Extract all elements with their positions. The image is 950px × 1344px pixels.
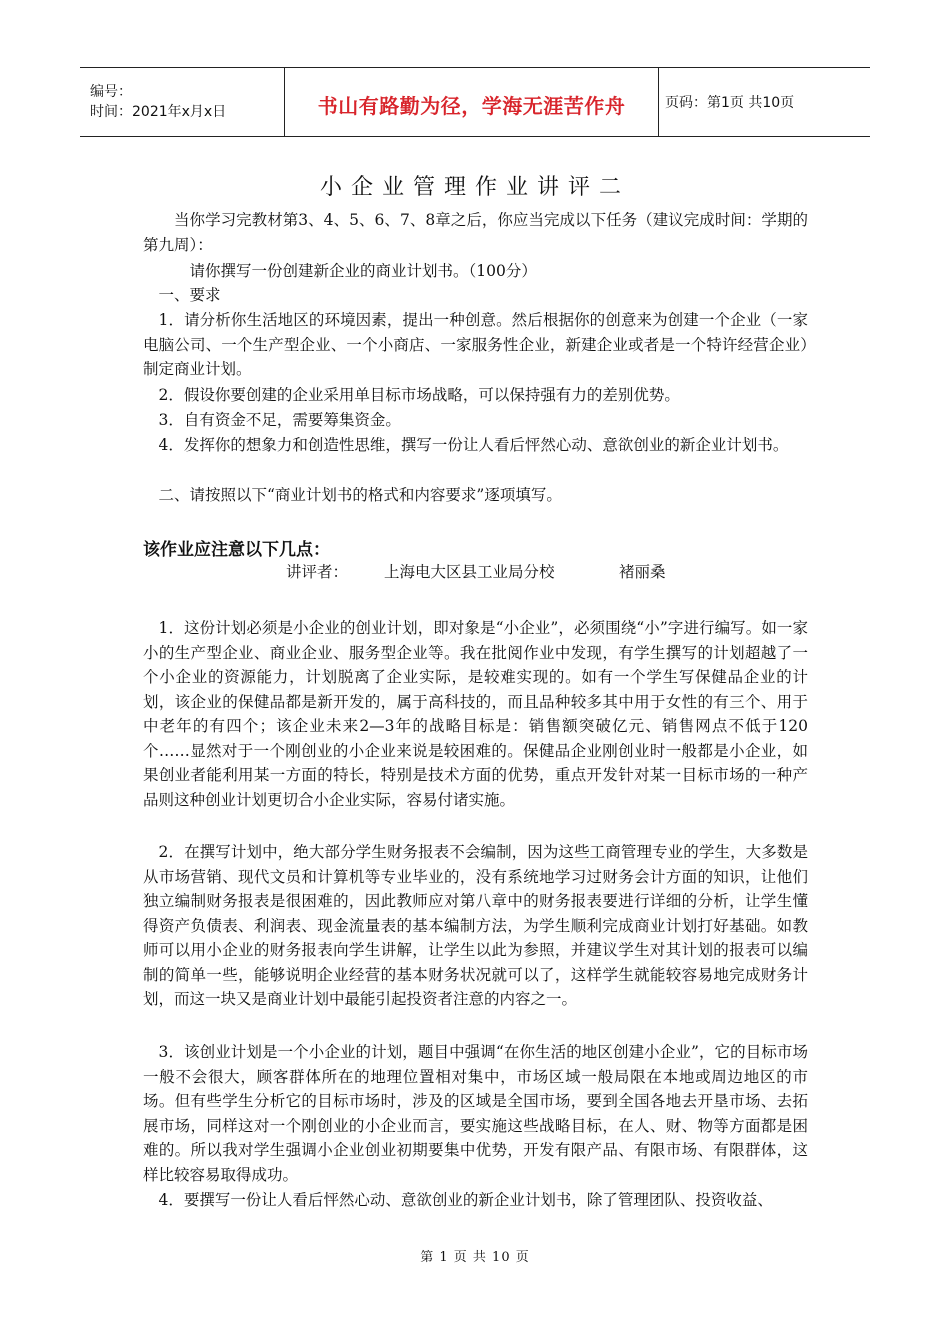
task-line: 请你撰写一份创建新企业的商业计划书。（100分） bbox=[189, 262, 537, 280]
page-info: 页码：第1页 共10页 bbox=[665, 95, 795, 111]
requirement-1: 1．请分析你生活地区的环境因素，提出一种创意。然后根据你的创意来为创建一个企业（一家电脑公司、一个生产型企业、一个小商店、一家服务性企业，新建企业或者是一个特许经营企业）制定商业计划。 bbox=[143, 311, 808, 378]
requirement-2: 2．假设你要创建的企业采用单目标市场战略，可以保持强有力的差别优势。 bbox=[158, 386, 680, 404]
header-slogan-cell bbox=[284, 68, 659, 136]
code-label: 编号： bbox=[90, 84, 132, 100]
note-1: 1．这份计划必须是小企业的创业计划，即对象是“小企业”，必须围绕“小”字进行编写。如一家小的生产型企业、商业企业、服务型企业等。我在批阅作业中发现，有学生撰写的计划超越了一个小企业的资源能力，计划脱离了企业实际，是较难实现的。如有一个学生写保健品企业的计划，该企业的保健品都是新开发的，属于高科技的，而且品种较多其中用于女性的有三个、用于中老年的有四个；该企业未来2—3年的战略目标是：销售额突破亿元、销售网点不低于120个……显然对于一个刚创业的小企业来说是较困难的。保健品企业刚创业时一般都是小企业，如果创业者能利用某一方面的特长，特别是技术方面的优势，重点开发针对某一目标市场的一种产品则这种创业计划更切合小企业实际，容易付诸实施。 bbox=[143, 619, 808, 809]
note-3: 3．该创业计划是一个小企业的计划，题目中强调“在你生活的地区创建小企业”，它的目标市场一般不会很大，顾客群体所在的地理位置相对集中，市场区域一般局限在本地或周边地区的市场。但有些学生分析它的目标市场时，涉及的区域是全国市场，要到全国各地去开垦市场、去拓展市场，同样这对一个刚创业的小企业而言，要实施这些战略目标，在人、财、物等方面都是困难的。所以我对学生强调小企业创业初期要集中优势，开发有限产品、有限市场、有限群体，这样比较容易取得成功。 bbox=[143, 1043, 808, 1184]
notes-heading: 该作业应注意以下几点： bbox=[143, 540, 330, 560]
note-4: 4．要撰写一份让人看后怦然心动、意欲创业的新企业计划书，除了管理团队、投资收益、 bbox=[158, 1191, 773, 1209]
requirement-4: 4．发挥你的想象力和创造性思维，撰写一份让人看后怦然心动、意欲创业的新企业计划书。 bbox=[158, 436, 789, 454]
reviewer-name: 褚丽桑 bbox=[619, 563, 666, 581]
reviewer-label: 讲评者： bbox=[286, 563, 349, 581]
header-table bbox=[80, 67, 870, 137]
page-footer: 第 1 页 共 10 页 bbox=[420, 1250, 530, 1265]
reviewer-line bbox=[286, 560, 666, 582]
note-2: 2．在撰写计划中，绝大部分学生财务报表不会编制，因为这些工商管理专业的学生，大多数是从市场营销、现代文员和计算机等专业毕业的，没有系统地学习过财务会计方面的知识，让他们独立编制财务报表是很困难的，因此教师应对第八章中的财务报表要进行详细的分析，让学生懂得资产负债表、利润表、现金流量表的基本编制方法，为学生顺利完成商业计划打好基础。如教师可以用小企业的财务报表向学生讲解，让学生以此为参照，并建议学生对其计划的报表可以编制的简单一些，能够说明企业经营的基本财务状况就可以了，这样学生就能较容易地完成财务计划，而这一块又是商业计划中最能引起投资者注意的内容之一。 bbox=[143, 843, 808, 1008]
time-label: 时间：2021年x月x日 bbox=[90, 104, 227, 120]
reviewer-org: 上海电大区县工业局分校 bbox=[384, 563, 555, 581]
page-title: 小企业管理作业讲评二 bbox=[319, 175, 630, 200]
part-2-line: 二、请按照以下“商业计划书的格式和内容要求”逐项填写。 bbox=[158, 486, 562, 504]
intro-paragraph: 当你学习完教材第3、4、5、6、7、8章之后，你应当完成以下任务（建议完成时间：学期的第九周）： bbox=[143, 211, 808, 254]
requirements-heading: 一、要求 bbox=[158, 286, 221, 304]
slogan: 书山有路勤为径，学海无涯苦作舟 bbox=[317, 93, 626, 118]
header-left-cell bbox=[80, 68, 284, 136]
header-page-cell bbox=[659, 68, 870, 136]
requirement-3: 3．自有资金不足，需要筹集资金。 bbox=[158, 411, 401, 429]
